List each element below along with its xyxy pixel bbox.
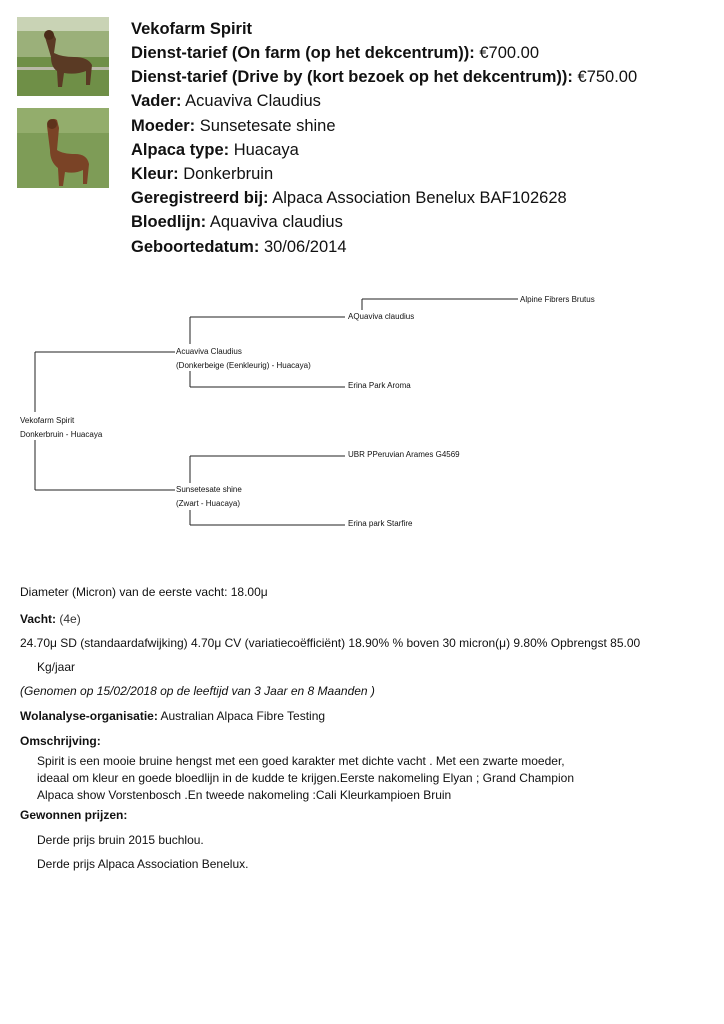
description-line: Alpaca show Vorstenbosch .En tweede nakomeling :Cali Kleurkampioen Bruin <box>37 788 452 802</box>
description-line: Spirit is een mooie bruine hengst met een goed karakter met dichte vacht . Met een zwarte moeder, <box>37 754 565 768</box>
prizes-label: Gewonnen prijzen: <box>20 808 128 822</box>
fleece-org: Wolanalyse-organisatie: Australian Alpaca Fibre Testing <box>20 709 326 723</box>
info-row-registered: Geregistreerd bij: Alpaca Association Benelux BAF102628 <box>131 189 567 208</box>
stud-name: Vekofarm Spirit <box>131 20 253 38</box>
pedigree-dam-dam: Erina park Starfire <box>348 519 413 528</box>
pedigree-root-name: Vekofarm Spirit <box>20 416 75 425</box>
info-row-sire: Vader: Acuaviva Claudius <box>131 92 321 111</box>
info-row-tariff-farm: Dienst-tarief (On farm (op het dekcentrum)): €700.00 <box>131 44 540 62</box>
alpaca-photo-2 <box>17 108 109 188</box>
pedigree-dam-sire: UBR PPeruvian Arames G4569 <box>348 450 460 459</box>
info-row-birthdate: Geboortedatum: 30/06/2014 <box>131 237 347 256</box>
fleece-stats-unit: Kg/jaar <box>37 660 76 674</box>
pedigree-sire-sub: (Donkerbeige (Eenkleurig) - Huacaya) <box>176 361 311 370</box>
pedigree-root-sub: Donkerbruin - Huacaya <box>20 430 103 439</box>
description-label: Omschrijving: <box>20 734 101 748</box>
prize-item: Derde prijs Alpaca Association Benelux. <box>37 857 249 871</box>
pedigree-tree <box>0 280 724 540</box>
pedigree-sire-sire: AQuaviva claudius <box>348 312 415 321</box>
fleece-taken: (Genomen op 15/02/2018 op de leeftijd van 3 Jaar en 8 Maanden ) <box>20 684 375 698</box>
info-row-type: Alpaca type: Huacaya <box>131 140 299 159</box>
pedigree-sire-name: Acuaviva Claudius <box>176 347 242 356</box>
alpaca-photo-1 <box>17 17 109 96</box>
pedigree-dam-name: Sunsetesate shine <box>176 485 242 494</box>
info-row-bloodline: Bloedlijn: Aquaviva claudius <box>131 213 343 232</box>
pedigree-dam-sub: (Zwart - Huacaya) <box>176 499 241 508</box>
pedigree-sire-sire-sire: Alpine Fibrers Brutus <box>520 295 595 304</box>
info-row-dam: Moeder: Sunsetesate shine <box>131 116 336 135</box>
fleece-diameter: Diameter (Micron) van de eerste vacht: 18.00μ <box>20 585 268 599</box>
stud-info <box>131 17 637 259</box>
description-line: ideaal om kleur en goede bloedlijn in de kudde te krijgen.Eerste nakomeling Elyan ; Grand Champion <box>37 771 574 785</box>
fleece-stats: 24.70μ SD (standaardafwijking) 4.70μ CV (variatiecoëfficiënt) 18.90% % boven 30 micron(μ) 9.80% Opbrengst 85.00 <box>20 636 641 650</box>
info-row-tariff-drive: Dienst-tarief (Drive by (kort bezoek op het dekcentrum)): €750.00 <box>131 68 638 87</box>
prize-item: Derde prijs bruin 2015 buchlou. <box>37 833 204 847</box>
info-row-color: Kleur: Donkerbruin <box>131 164 274 183</box>
pedigree-sire-dam: Erina Park Aroma <box>348 381 411 390</box>
fleece-vacht: Vacht: (4e) <box>20 612 81 626</box>
